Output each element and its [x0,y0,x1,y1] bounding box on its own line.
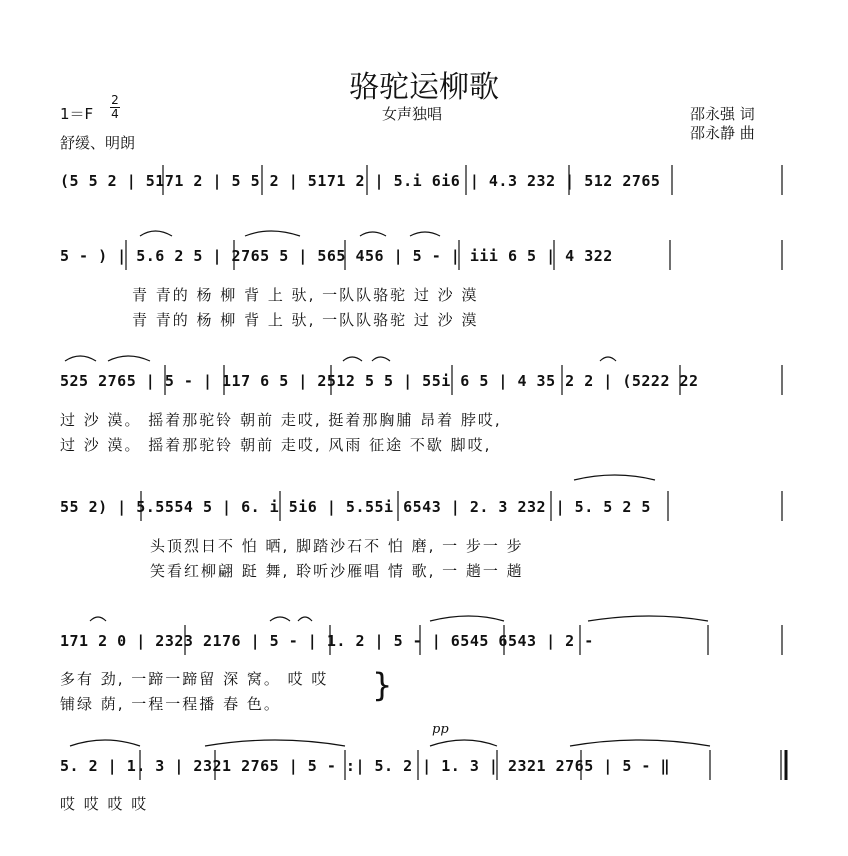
system4-lyrics-verse2: 笑看红柳翩 跹 舞, 聆听沙雁唱 情 歌, 一 趟一 趟 [150,562,524,580]
dynamic-pianissimo: pp [432,722,449,737]
system5-notes: 171 2 0 | 2323 2176 | 5 - | 1. 2 | 5 - | 6545 6543 | 2 - [60,632,594,650]
tempo-marking: 舒缓、明朗 [60,134,136,152]
time-signature-top: 2 [111,93,119,107]
svg-text:}: } [372,666,393,704]
system2-notes: 5 - ) | 5.6 2 5 | 2765 5 | 565 456 | 5 - | iii 6 5 | 4 322 [60,247,613,265]
system5-lyrics-verse1: 多有 劲, 一蹄一蹄留 深 窝。 哎 哎 [60,670,329,688]
system3-lyrics-verse1: 过 沙 漠。 摇着那驼铃 朝前 走哎, 挺着那胸脯 昂着 脖哎, [60,411,502,429]
system3-lyrics-verse2: 过 沙 漠。 摇着那驼铃 朝前 走哎, 风雨 征途 不歇 脚哎, [60,436,492,454]
system5-lyrics-verse2: 铺绿 荫, 一程一程播 春 色。 [60,695,281,713]
system3-notes: 525 2765 | 5 - | 117 6 5 | 2512 5 5 | 55i 6 5 | 4 35 2 2 | (5222 22 [60,372,699,390]
system4-notes: 55 2) | 5.5554 5 | 6. i 5i6 | 5.55i 6543 | 2. 3 232 | 5. 5 2 5 [60,498,651,516]
system6-lyrics-verse1: 哎 哎 哎 哎 [60,795,149,813]
system1-notes: (5 5 2 | 5171 2 | 5 5 2 | 5171 2 | 5.i 6i6 | 4.3 232 | 512 2765 [60,172,661,190]
system6-notes: 5. 2 | 1. 3 | 2321 2765 | 5 - :| 5. 2 | 1. 3 | 2321 2765 | 5 - ‖ [60,757,670,775]
time-signature-bottom: 4 [111,107,119,121]
composer-credit: 邵永静 曲 [690,124,755,142]
system2-lyrics-verse2: 青 青的 杨 柳 背 上 驮, 一队队骆驼 过 沙 漠 [132,311,479,329]
system2-lyrics-verse1: 青 青的 杨 柳 背 上 驮, 一队队骆驼 过 沙 漠 [132,286,479,304]
song-subtitle: 女声独唱 [382,105,443,123]
key-signature: 1＝F [60,105,94,123]
song-title: 骆驼运柳歌 [349,70,499,105]
system4-lyrics-verse1: 头顶烈日不 怕 晒, 脚踏沙石不 怕 磨, 一 步一 步 [150,537,524,555]
lyricist-credit: 邵永强 词 [690,105,755,123]
